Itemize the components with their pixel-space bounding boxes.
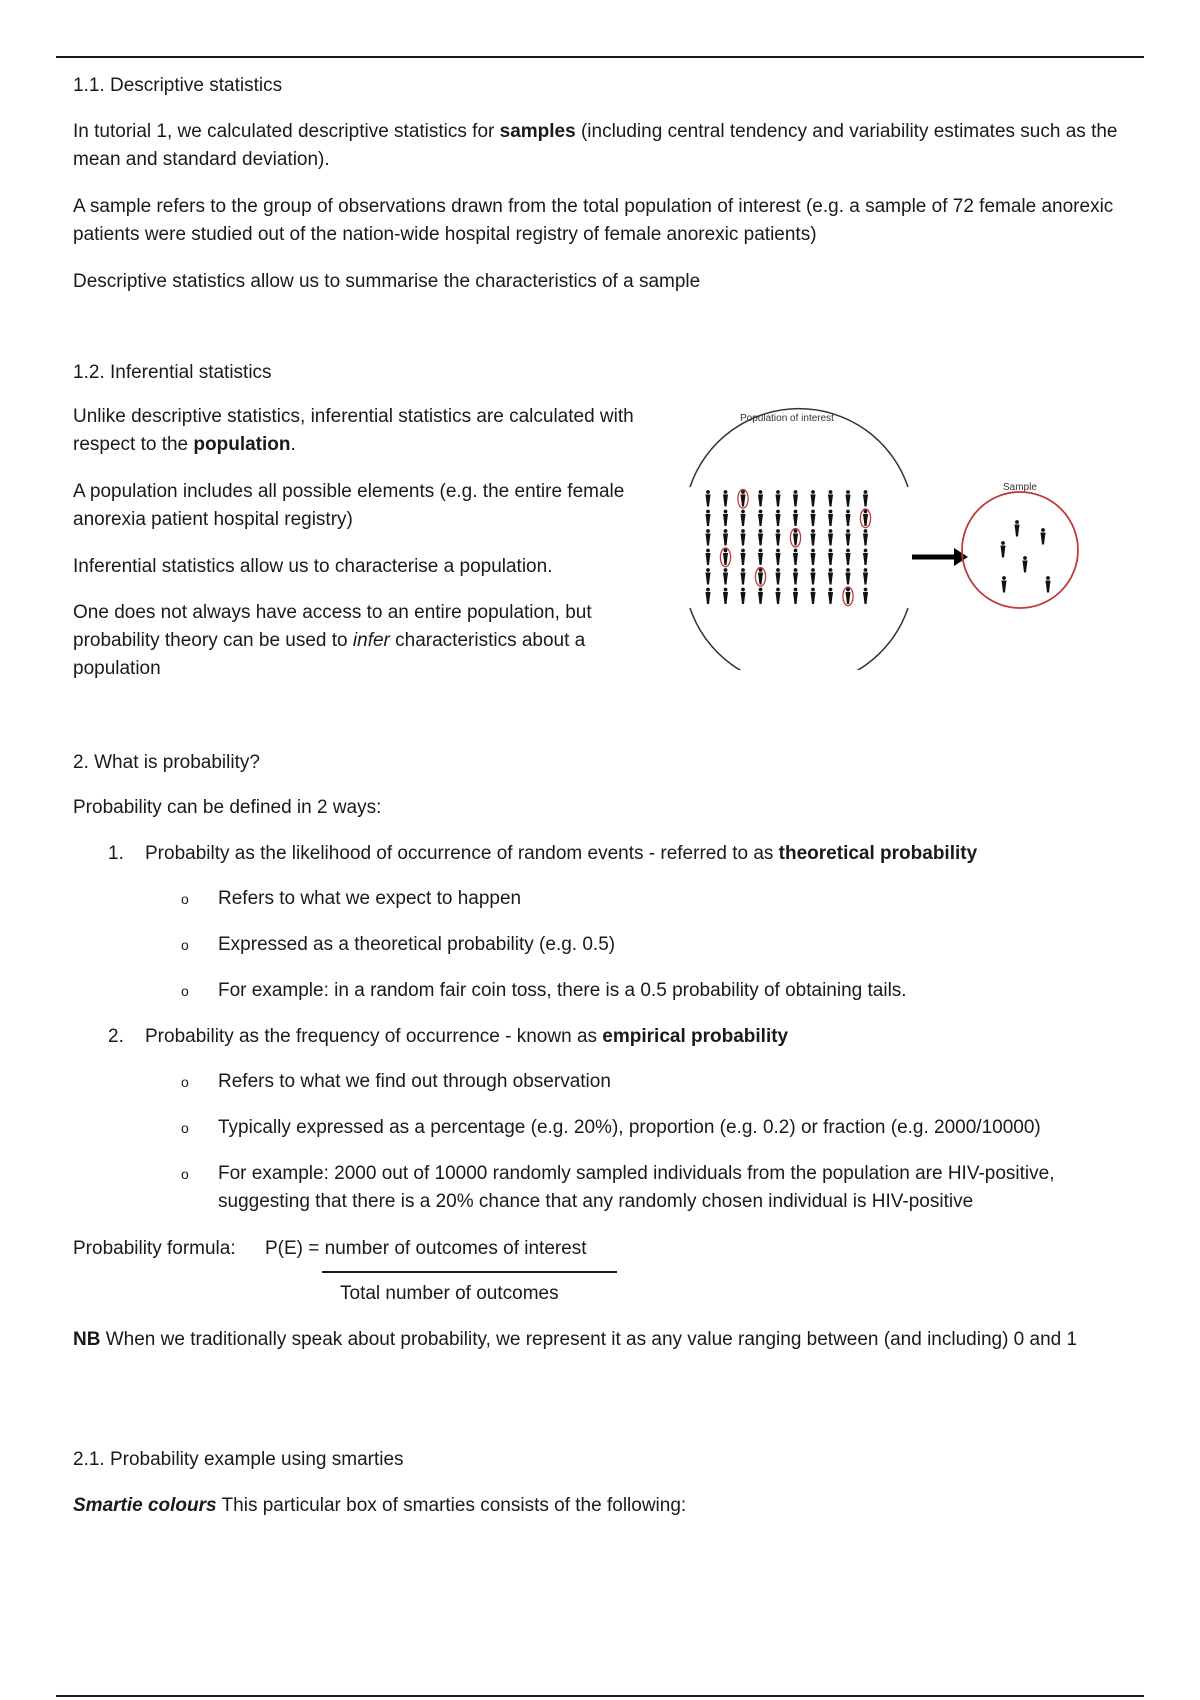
list-item-theoretical-text: Probabilty as the likelihood of occurrence of random events - referred to as — [145, 843, 779, 864]
person-icon — [828, 588, 833, 604]
bullet-icon: o — [181, 1166, 189, 1182]
paragraph-infer-end: characteristics about a population — [73, 630, 586, 679]
person-icon — [758, 490, 763, 506]
bullet-icon: o — [181, 1120, 189, 1136]
top-rule — [56, 56, 1144, 58]
bullet-theoretical-2: Expressed as a theoretical probability (e.g. 0.5) — [218, 934, 616, 955]
sample-people-group — [1000, 520, 1050, 592]
person-icon — [810, 529, 815, 545]
person-icon — [705, 529, 710, 545]
person-icon — [723, 529, 728, 545]
person-icon — [793, 490, 798, 506]
paragraph-population-end: . — [290, 434, 296, 455]
person-icon — [1022, 556, 1027, 572]
person-icon — [1014, 520, 1019, 536]
paragraph-descriptive-purpose: Descriptive statistics allow us to summarise the characteristics of a sample — [73, 271, 701, 292]
paragraph-samples-text-end: (including central tendency and variability estimates such as the mean and standard deviation). — [73, 121, 1118, 170]
person-icon — [828, 549, 833, 565]
person-icon — [845, 529, 850, 545]
arrow-head-icon — [954, 548, 968, 566]
bullet-icon: o — [181, 983, 189, 999]
paragraph-probability-intro: Probability can be defined in 2 ways: — [73, 797, 382, 818]
population-of-interest-label: Population of interest — [740, 413, 834, 424]
person-icon — [845, 490, 850, 506]
paragraph-population-definition: A population includes all possible elements (e.g. the entire female anorexia patient hospital registry) — [73, 481, 625, 530]
paragraph-sample-definition: A sample refers to the group of observations drawn from the total population of interest (e.g. a sample of 72 female anorexic patients were studied out of the nation-wide hospital registry of female anorexic patients) — [73, 196, 1114, 245]
person-icon — [740, 529, 745, 545]
person-icon — [828, 568, 833, 584]
paragraph-samples-text: In tutorial 1, we calculated descriptive statistics for — [73, 121, 500, 142]
person-icon — [723, 490, 728, 506]
paragraph-population-text: Unlike descriptive statistics, inferential statistics are calculated with respect to the — [73, 406, 634, 455]
person-icon — [863, 529, 868, 545]
person-icon — [810, 490, 815, 506]
paragraph-smartie-colours — [73, 1492, 1133, 1520]
person-icon — [775, 529, 780, 545]
population-circle-bottom — [690, 608, 908, 670]
person-icon — [863, 588, 868, 604]
list-item-empirical — [145, 1023, 1105, 1051]
list-item-1-number: 1. — [108, 843, 124, 864]
person-icon — [705, 588, 710, 604]
person-icon — [810, 588, 815, 604]
person-icon — [775, 549, 780, 565]
formula-fraction-line — [322, 1271, 617, 1273]
empirical-probability-term: empirical probability — [602, 1026, 789, 1047]
person-icon — [758, 588, 763, 604]
heading-what-is-probability: 2. What is probability? — [73, 752, 260, 773]
person-icon — [793, 510, 798, 526]
person-icon — [863, 568, 868, 584]
person-icon — [793, 568, 798, 584]
person-icon — [740, 549, 745, 565]
bottom-rule — [56, 1695, 1144, 1697]
person-icon — [775, 568, 780, 584]
person-icon — [810, 510, 815, 526]
smartie-colours-term: Smartie colours — [73, 1495, 217, 1516]
person-icon — [845, 549, 850, 565]
person-icon — [705, 510, 710, 526]
infer-term: infer — [352, 630, 390, 651]
person-icon — [845, 510, 850, 526]
nb-label: NB — [73, 1329, 101, 1350]
person-icon — [740, 568, 745, 584]
person-icon — [810, 568, 815, 584]
nb-text: When we traditionally speak about probability, we represent it as any value ranging between (and including) 0 and 1 — [100, 1329, 1078, 1350]
smartie-colours-text: This particular box of smarties consists of the following: — [216, 1495, 687, 1516]
population-people-group — [705, 489, 870, 605]
paragraph-samples — [73, 118, 1133, 174]
samples-term: samples — [499, 121, 576, 142]
paragraph-infer — [73, 599, 673, 683]
heading-smarties-example: 2.1. Probability example using smarties — [73, 1449, 404, 1470]
paragraph-population-intro — [73, 403, 673, 459]
sample-label: Sample — [1003, 482, 1037, 493]
person-icon — [828, 529, 833, 545]
person-icon — [723, 588, 728, 604]
population-term: population — [193, 434, 291, 455]
person-icon — [740, 588, 745, 604]
person-icon — [775, 588, 780, 604]
population-sample-figure — [680, 400, 1100, 670]
bullet-empirical-1: Refers to what we find out through observation — [218, 1071, 611, 1092]
person-icon — [705, 549, 710, 565]
bullet-icon: o — [181, 891, 189, 907]
person-icon — [1040, 528, 1045, 544]
person-icon — [860, 509, 870, 528]
person-icon — [793, 588, 798, 604]
person-icon — [740, 510, 745, 526]
person-icon — [828, 510, 833, 526]
bullet-icon: o — [181, 1074, 189, 1090]
person-icon — [775, 510, 780, 526]
bullet-theoretical-1: Refers to what we expect to happen — [218, 888, 522, 909]
heading-descriptive-statistics: 1.1. Descriptive statistics — [73, 75, 283, 96]
paragraph-nb — [73, 1326, 1133, 1354]
person-icon — [723, 568, 728, 584]
list-item-theoretical — [145, 840, 1105, 868]
heading-inferential-statistics: 1.2. Inferential statistics — [73, 362, 272, 383]
person-icon — [843, 587, 853, 606]
bullet-icon: o — [181, 937, 189, 953]
person-icon — [810, 549, 815, 565]
sample-circle — [962, 492, 1078, 608]
bullet-empirical-3: For example: 2000 out of 10000 randomly sampled individuals from the population are HIV-positive, suggesting that there is a 20% chance that any randomly chosen individual is HIV-positive — [218, 1163, 1055, 1212]
person-icon — [1001, 576, 1006, 592]
list-item-2-number: 2. — [108, 1026, 124, 1047]
person-icon — [755, 567, 765, 586]
person-icon — [1045, 576, 1050, 592]
person-icon — [793, 549, 798, 565]
person-icon — [863, 549, 868, 565]
formula-denominator: Total number of outcomes — [340, 1283, 559, 1304]
formula-label: Probability formula: — [73, 1238, 236, 1259]
person-icon — [758, 510, 763, 526]
person-icon — [723, 510, 728, 526]
person-icon — [758, 529, 763, 545]
person-icon — [738, 489, 748, 508]
formula-numerator: P(E) = number of outcomes of interest — [265, 1238, 587, 1259]
paragraph-infer-text: One does not always have access to an entire population, but probability theory can be used to — [73, 602, 592, 651]
person-icon — [758, 549, 763, 565]
person-icon — [828, 490, 833, 506]
person-icon — [705, 490, 710, 506]
person-icon — [775, 490, 780, 506]
person-icon — [705, 568, 710, 584]
paragraph-inferential-purpose: Inferential statistics allow us to characterise a population. — [73, 556, 553, 577]
person-icon — [1000, 541, 1005, 557]
theoretical-probability-term: theoretical probability — [778, 843, 978, 864]
person-icon — [790, 528, 800, 547]
bullet-theoretical-3: For example: in a random fair coin toss, there is a 0.5 probability of obtaining tails. — [218, 980, 907, 1001]
person-icon — [863, 490, 868, 506]
list-item-empirical-text: Probability as the frequency of occurrence - known as — [145, 1026, 603, 1047]
person-icon — [845, 568, 850, 584]
person-icon — [720, 548, 730, 567]
bullet-empirical-2: Typically expressed as a percentage (e.g. 20%), proportion (e.g. 0.2) or fraction (e.g. 2000/10000) — [218, 1117, 1041, 1138]
